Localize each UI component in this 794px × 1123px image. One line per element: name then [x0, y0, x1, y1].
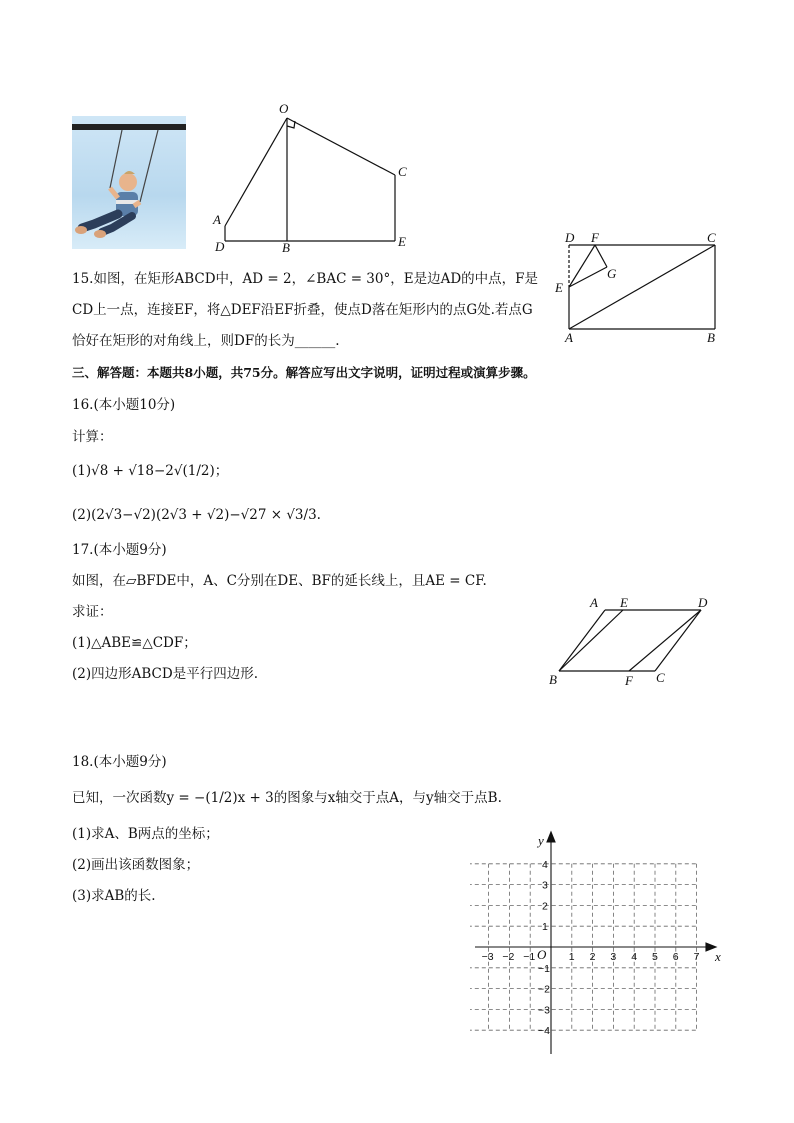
q18-part3: (3)求AB的长.	[72, 888, 156, 904]
x-tick-label: 7	[693, 951, 700, 963]
x-tick-label: 5	[652, 951, 658, 963]
label-A: A	[590, 595, 598, 610]
label-B: B	[549, 672, 557, 687]
label-C: C	[398, 164, 407, 179]
label-D: D	[698, 595, 708, 610]
label-A: A	[213, 212, 221, 227]
q18-head: 18.(本小题9分)	[72, 754, 167, 770]
x-tick-label: −2	[502, 951, 515, 963]
y-tick-label: −2	[538, 983, 550, 996]
y-tick-label: 2	[542, 900, 548, 913]
label-F: F	[591, 230, 599, 245]
x-tick-label: 6	[672, 951, 679, 963]
y-tick-label: 4	[542, 858, 548, 871]
label-C: C	[707, 230, 716, 245]
label-G: G	[607, 266, 617, 281]
label-B: B	[707, 330, 715, 345]
label-D: D	[215, 239, 225, 254]
y-tick-label: −3	[538, 1004, 550, 1017]
q15-line2: CD上一点，连接EF，将△DEF沿EF折叠，使点D落在矩形内的点G处.若点G	[72, 302, 533, 318]
x-tick-label: 4	[631, 951, 638, 963]
coordinate-grid	[470, 830, 730, 1060]
rectangle-fold-diagram	[555, 228, 725, 348]
q15-line1: 15.如图，在矩形ABCD中，AD = 2，∠BAC = 30°，E是边AD的中点，F是	[72, 271, 539, 287]
q16-part1: (1)√8 + √18−2√(1/2)；	[72, 463, 229, 479]
x-tick-label: 1	[568, 951, 575, 963]
parallelogram-diagram	[545, 593, 715, 691]
y-tick-label: 1	[542, 921, 548, 934]
x-tick-label: −1	[523, 951, 536, 963]
label-O: O	[279, 101, 289, 116]
q15-line3: 恰好在矩形的对角线上，则DF的长为______.	[72, 333, 340, 349]
q17-prove: 求证：	[72, 604, 113, 620]
y-tick-label: −1	[538, 962, 550, 975]
y-axis-arrow-icon	[547, 832, 555, 842]
swing-photo	[72, 116, 186, 249]
q17-part1: (1)△ABE≌△CDF；	[72, 635, 197, 651]
label-E: E	[398, 234, 406, 249]
x-axis-label: x	[715, 949, 721, 964]
x-tick-label: −3	[481, 951, 494, 963]
section-heading: 三、解答题：本题共8小题，共75分。解答应写出文字说明，证明过程或演算步骤。	[72, 365, 536, 380]
label-E: E	[555, 280, 563, 295]
x-tick-label: 2	[589, 951, 596, 963]
x-tick-label: 3	[610, 951, 617, 963]
q18-statement: 已知，一次函数y = −(1/2)x + 3的图象与x轴交于点A，与y轴交于点B.	[72, 790, 502, 806]
q17-statement: 如图，在▱BFDE中，A、C分别在DE、BF的延长线上，且AE = CF.	[72, 573, 487, 589]
label-A: A	[565, 330, 573, 345]
q16-prompt: 计算：	[72, 429, 113, 445]
label-F: F	[625, 673, 633, 688]
y-tick-label: −4	[538, 1025, 550, 1038]
origin-label: O	[537, 947, 547, 962]
q17-head: 17.(本小题9分)	[72, 542, 167, 558]
label-D: D	[565, 230, 575, 245]
q18-part2: (2)画出该函数图象；	[72, 857, 200, 873]
q18-part1: (1)求A、B两点的坐标；	[72, 826, 219, 842]
swing-diagram	[205, 98, 420, 256]
y-axis-label: y	[538, 833, 544, 848]
label-B: B	[282, 240, 290, 255]
label-C: C	[656, 670, 665, 685]
label-E: E	[620, 595, 628, 610]
y-tick-label: 3	[542, 879, 548, 892]
q17-part2: (2)四边形ABCD是平行四边形.	[72, 666, 258, 682]
q16-head: 16.(本小题10分)	[72, 397, 176, 413]
q16-part2: (2)(2√3−√2)(2√3 + √2)−√27 × √3/3.	[72, 507, 321, 523]
